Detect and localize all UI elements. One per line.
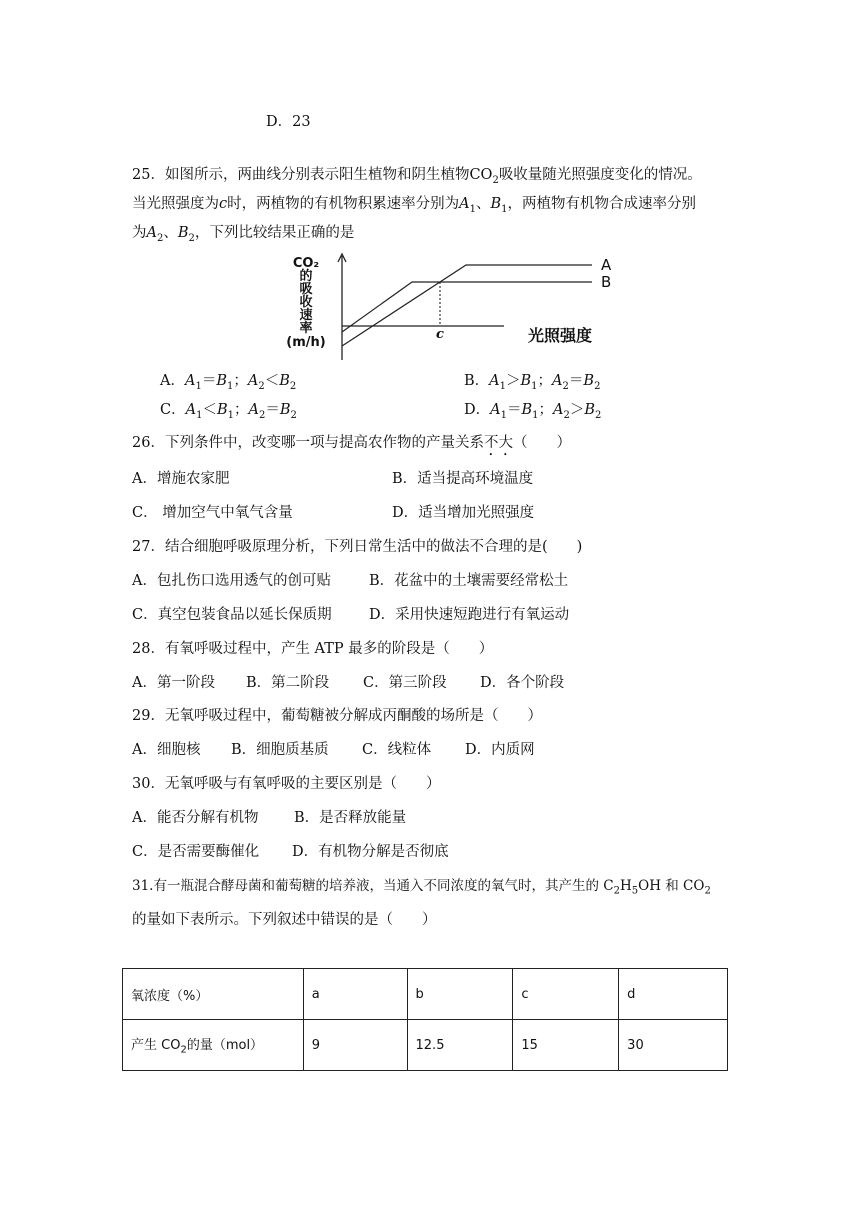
operator: ＝ [201, 373, 217, 389]
subscript: 2 [704, 885, 711, 897]
q26-stem [132, 433, 571, 459]
var: A [490, 402, 501, 418]
subscript: 2 [258, 409, 266, 421]
subscript: 1 [532, 409, 539, 421]
q29-option-b: B．细胞质基质 [231, 742, 329, 758]
subscript: 2 [258, 380, 265, 392]
separator: ； [234, 402, 249, 418]
q30-option-b: B．是否释放能量 [294, 810, 407, 826]
curve-a-label: A [601, 256, 612, 274]
q30-stem: 30．无氧呼吸与有氧呼吸的主要区别是（ ） [132, 776, 441, 792]
q31-text: OH 和 CO [638, 878, 705, 894]
var: B [520, 373, 532, 389]
option-prefix: D． [464, 402, 491, 418]
x-axis-label: 光照强度 [527, 326, 593, 345]
q30-option-d: D．有机物分解是否彻底 [292, 844, 449, 860]
q30-option-c: C．是否需要酶催化 [132, 844, 260, 860]
q26-option-a: A．增施农家肥 [132, 471, 230, 487]
option-prefix: A． [160, 373, 185, 389]
q25-text: ，下列比较结果正确的是 [194, 225, 355, 241]
table-cell: 12.5 [407, 1020, 513, 1071]
var-a: A [459, 196, 470, 212]
subscript: 1 [500, 409, 507, 421]
q26-option-c: C． 增加空气中氧气含量 [132, 505, 293, 521]
q31-text: 31.有一瓶混合酵母菌和葡萄糖的培养液，当通入不同浓度的氧气时，其产生的 C [132, 878, 614, 894]
curve-b-label: B [601, 273, 612, 291]
table-row [123, 1020, 728, 1071]
label-text: 的量（mol） [186, 1038, 264, 1054]
q25-text: 当光照强度为 [132, 196, 219, 212]
var: A [553, 402, 564, 418]
subscript: 2 [289, 380, 297, 392]
q26-option-b: B．适当提高环境温度 [392, 471, 534, 487]
q27-option-d: D．采用快速短跑进行有氧运动 [369, 607, 570, 623]
q29-option-d: D．内质网 [465, 742, 535, 758]
table-row [123, 969, 728, 1020]
q28-option-d: D．各个阶段 [480, 675, 565, 691]
var-a: A [146, 225, 157, 241]
var: A [552, 373, 563, 389]
operator: ＞ [569, 402, 585, 418]
subscript: 2 [188, 232, 195, 244]
separator: ； [538, 402, 554, 418]
var: B [279, 373, 290, 389]
q29-stem: 29．无氧呼吸过程中，葡萄糖被分解成丙酮酸的场所是（ ） [132, 708, 542, 724]
subscript: 2 [563, 409, 570, 421]
table-cell: 15 [513, 1020, 619, 1071]
subscript: 2 [180, 1044, 187, 1056]
c-label: c [436, 327, 444, 342]
subscript: 2 [290, 409, 297, 421]
subscript: 1 [499, 380, 507, 392]
table-cell: d [619, 969, 728, 1020]
q26-option-d: D．适当增加光照强度 [392, 505, 535, 521]
label-text: 产生 CO [131, 1038, 181, 1054]
var-b: B [177, 225, 189, 241]
var: B [216, 402, 228, 418]
subscript: 1 [195, 380, 202, 392]
q30-option-a: A．能否分解有机物 [132, 810, 259, 826]
var: A [489, 373, 500, 389]
table-cell: b [407, 969, 513, 1020]
q25-text: ，两植物有机物合成速率分别 [507, 196, 697, 212]
operator: ＞ [506, 373, 521, 389]
subscript: 1 [227, 380, 234, 392]
operator: ＝ [507, 402, 522, 418]
var: B [216, 373, 227, 389]
ylabel-line: 率 [299, 321, 313, 336]
ylabel-line: 吸 [299, 282, 313, 297]
q26-text: 26．下列条件中，改变哪一项与提高农作物的产量关系 [132, 435, 484, 451]
q28-option-a: A．第一阶段 [132, 675, 215, 691]
q25-option-a [160, 371, 296, 397]
q27-stem: 27．结合细胞呼吸原理分析，下列日常生活中的做法不合理的是( ) [132, 539, 583, 555]
q25-text: 25．如图所示，两曲线分别表示阳生植物和阴生植物 [132, 167, 470, 183]
oxygen-table [122, 968, 728, 1071]
option-prefix: B． [464, 373, 490, 389]
separator: ； [233, 373, 248, 389]
var-b: B [490, 196, 502, 212]
operator: ＝ [568, 373, 584, 389]
var: B [584, 402, 596, 418]
q25-stem-line1 [132, 165, 702, 191]
q25-option-d [464, 400, 601, 426]
var: B [279, 402, 291, 418]
var: A [184, 373, 196, 389]
var: A [248, 402, 259, 418]
table-cell: 30 [619, 1020, 728, 1071]
table-cell: a [303, 969, 407, 1020]
q27-option-c: C．真空包装食品以延长保质期 [132, 607, 332, 623]
q27-option-b: B．花盆中的土壤需要经常松土 [369, 573, 569, 589]
q29-option-c: C．线粒体 [362, 742, 432, 758]
subscript: 2 [613, 885, 620, 897]
co2-formula: CO [469, 167, 493, 183]
table-row-label: 氧浓度（%） [123, 969, 304, 1020]
subscript: 1 [501, 203, 508, 215]
subscript: 1 [227, 409, 234, 421]
q27-option-a: A．包扎伤口选用透气的创可贴 [132, 573, 331, 589]
q31-stem-line2: 的量如下表所示。下列叙述中错误的是（ ） [132, 912, 437, 928]
ylabel-line: CO₂ [292, 256, 320, 271]
option-prefix: C． [160, 402, 186, 418]
q25-stem-line2: 当光照强度为c时，两植物的有机物积累速率分别为$A_1$、$B_1$，两植物有机物合成速率分别 [132, 196, 697, 215]
q25-text: 为 [132, 225, 147, 241]
subscript: 2 [562, 380, 569, 392]
subscript: 2 [594, 380, 601, 392]
co2-absorption-figure [278, 250, 618, 362]
var: B [521, 402, 533, 418]
q24-option-d: D．23 [266, 114, 311, 130]
table-row-label [123, 1020, 304, 1071]
q31-text: H [619, 878, 632, 894]
separator: ； [537, 373, 553, 389]
subscript: 1 [469, 203, 476, 215]
operator: ＜ [264, 373, 280, 389]
curve-b [342, 282, 592, 332]
ylabel-line: 收 [299, 295, 313, 310]
q25-text: 吸收量随光照强度变化的情况。 [498, 167, 702, 183]
var: A [247, 373, 259, 389]
q25-option-c [160, 400, 297, 426]
operator: ＝ [265, 402, 280, 418]
subscript: 2 [156, 232, 164, 244]
var-c: c [219, 196, 228, 212]
q25-option-b [464, 371, 600, 397]
subscript: 2 [492, 174, 499, 186]
var: A [185, 402, 197, 418]
q29-option-a: A．细胞核 [132, 742, 201, 758]
q25-stem-line3: 为$A_2$、$B_2$，下列比较结果正确的是 [132, 225, 355, 244]
q31-stem-line1 [132, 876, 711, 902]
subscript: 1 [196, 409, 203, 421]
ylabel-line: 的 [299, 269, 313, 284]
q28-stem: 28．有氧呼吸过程中，产生 ATP 最多的阶段是（ ） [132, 641, 494, 657]
subscript: 2 [595, 409, 602, 421]
var: B [583, 373, 595, 389]
table-cell: c [513, 969, 619, 1020]
emphasis-text: 不大 [483, 435, 513, 451]
q25-text: 时，两植物的有机物积累速率分别为 [227, 196, 460, 212]
operator: ＜ [202, 402, 217, 418]
answer-brackets: （ ） [512, 435, 571, 451]
ylabel-line: (m/h) [286, 335, 326, 350]
ylabel-line: 速 [299, 308, 313, 323]
q28-option-b: B．第二阶段 [246, 675, 330, 691]
q28-option-c: C．第三阶段 [363, 675, 447, 691]
subscript: 5 [631, 885, 639, 897]
table-cell: 9 [303, 1020, 407, 1071]
subscript: 1 [531, 380, 538, 392]
